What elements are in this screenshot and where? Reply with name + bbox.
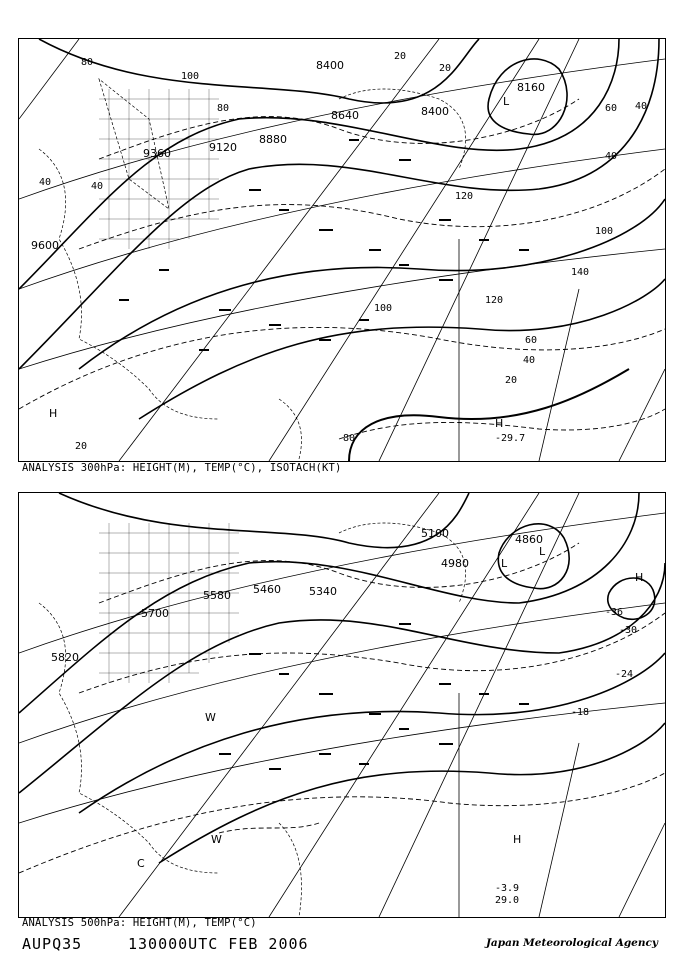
isotach-label: 120: [455, 191, 474, 202]
low-center: L: [503, 95, 510, 108]
isotach-label: 40: [605, 151, 618, 162]
warm-center: W: [211, 833, 222, 846]
isotherm-label: -24: [615, 669, 634, 680]
isotach-label: 40: [91, 181, 104, 192]
isotach-label: 60: [525, 335, 538, 346]
isotach-label: 100: [181, 71, 200, 82]
height-label: 5460: [253, 583, 281, 596]
valid-time: 130000UTC FEB 2006: [128, 935, 309, 953]
low-center: L: [539, 545, 546, 558]
map-300hpa: [18, 38, 666, 462]
isotach-label: 20: [394, 51, 407, 62]
height-label: 4860: [515, 533, 543, 546]
high-center: H: [495, 417, 504, 430]
isotach-label: 80: [343, 433, 356, 444]
height-label: 9600: [31, 239, 59, 252]
isotach-label: 40: [523, 355, 536, 366]
graticule: [19, 39, 665, 461]
isotherm-label: -30: [619, 625, 638, 636]
height-contours: [19, 493, 665, 863]
hatch-area: [99, 89, 219, 249]
height-label: 5100: [421, 527, 449, 540]
isotach-label: 100: [595, 226, 614, 237]
isotach-label: 80: [81, 57, 94, 68]
height-label: 8400: [421, 105, 449, 118]
chart-code: AUPQ35: [22, 935, 83, 953]
high-center: H: [513, 833, 522, 846]
temp-label: -3.9: [495, 883, 520, 894]
isotach-label: 80: [217, 103, 230, 114]
high-center: H: [635, 571, 644, 584]
isotach-label: 40: [39, 177, 52, 188]
height-label: 5820: [51, 651, 79, 664]
isotach-label: 20: [439, 63, 452, 74]
height-contours: [19, 39, 665, 419]
height-label: 5580: [203, 589, 231, 602]
agency-name: Japan Meteorological Agency: [485, 937, 658, 949]
isotach-label: 140: [571, 267, 590, 278]
height-label: 5700: [141, 607, 169, 620]
height-label: 8400: [316, 59, 344, 72]
isotach-label: 20: [505, 375, 518, 386]
caption-300hpa: ANALYSIS 300hPa: HEIGHT(M), TEMP(°C), ISOTACH(KT): [22, 462, 342, 474]
map-500hpa: [18, 492, 666, 918]
map-500hpa-chart: [19, 493, 665, 917]
isotach-label: 120: [485, 295, 504, 306]
hatch-area: [99, 523, 239, 683]
map-300hpa-chart: [19, 39, 665, 461]
isotach-label: 20: [75, 441, 88, 452]
height-label: 9120: [209, 141, 237, 154]
caption-500hpa: ANALYSIS 500hPa: HEIGHT(M), TEMP(°C): [22, 917, 257, 929]
height-label: 8160: [517, 81, 545, 94]
height-label: 5340: [309, 585, 337, 598]
isotherm-label: -18: [571, 707, 590, 718]
isotach-label: 100: [374, 303, 393, 314]
warm-center: W: [205, 711, 216, 724]
isotach-label: 60: [605, 103, 618, 114]
height-label: 8640: [331, 109, 359, 122]
isotach-label: 40: [635, 101, 648, 112]
station-plots: [119, 139, 529, 351]
isotherm-contours: [19, 543, 665, 873]
height-label: 4980: [441, 557, 469, 570]
low-center: L: [501, 557, 508, 570]
isotherm-label: -36: [605, 607, 624, 618]
temp-label: -29.7: [495, 433, 526, 444]
dewpoint-label: 29.0: [495, 895, 520, 906]
cold-center: C: [137, 857, 145, 870]
jet-axis: [349, 369, 629, 461]
graticule: [19, 493, 665, 917]
height-label: 9360: [143, 147, 171, 160]
height-label: 8880: [259, 133, 287, 146]
high-center: H: [49, 407, 58, 420]
coastline: [39, 79, 466, 459]
